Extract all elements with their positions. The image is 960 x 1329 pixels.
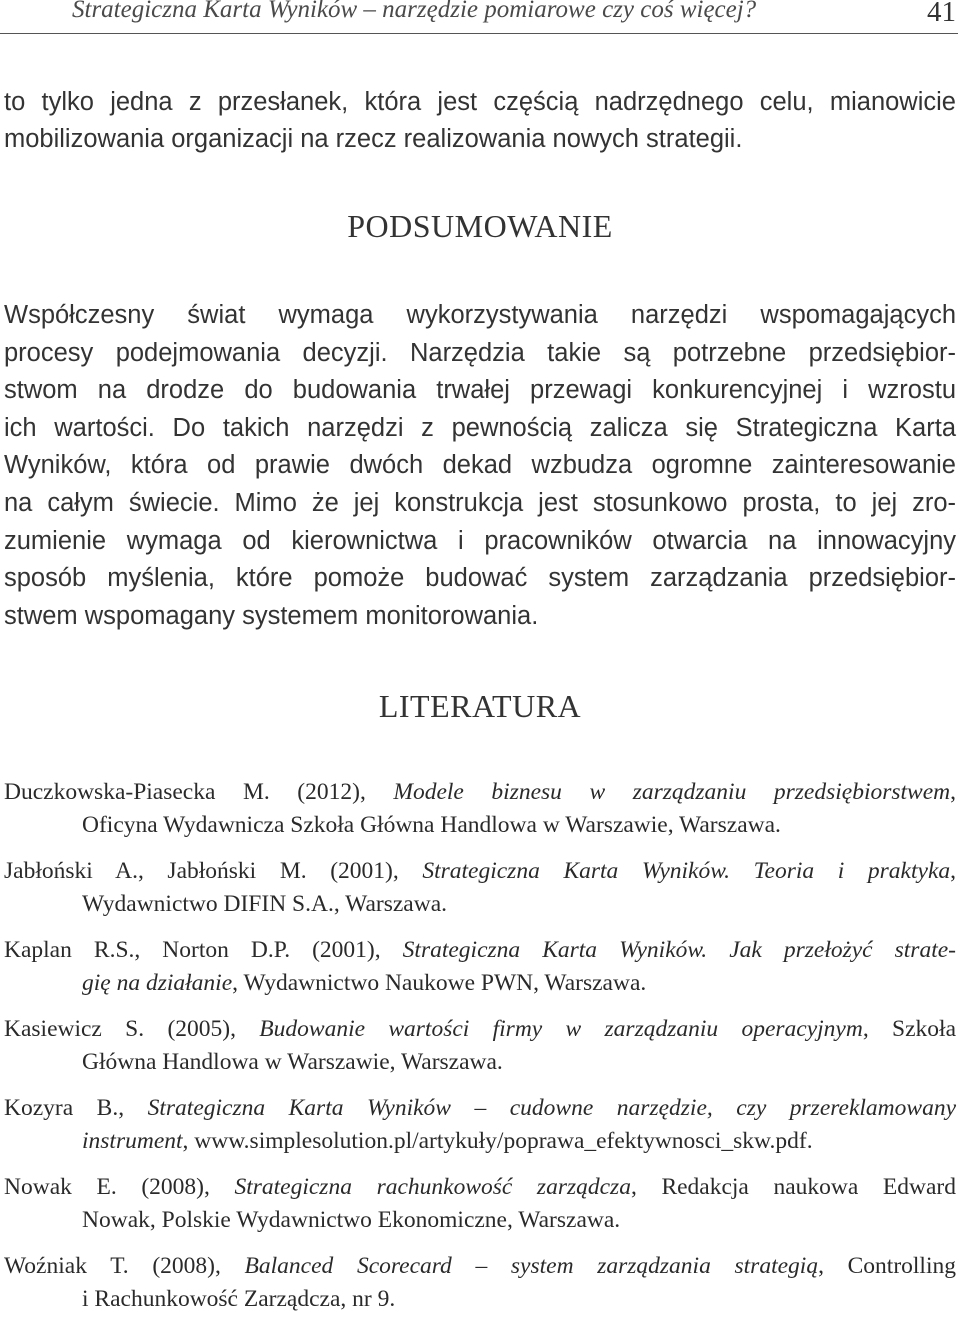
reference-line: gię na działanie, Wydawnictwo Naukowe PWN, Warszawa. bbox=[82, 969, 647, 996]
reference-item bbox=[4, 1013, 956, 1078]
intro-line: to tylko jedna z przesłanek, która jest częścią nadrzędnego celu, mianowicie bbox=[4, 88, 956, 116]
summary-line: Współczesny świat wymaga wykorzystywania narzędzi wspomagających bbox=[4, 301, 956, 329]
intro-paragraph bbox=[4, 84, 956, 158]
reference-line: Jabłoński A., Jabłoński M. (2001), Strategiczna Karta Wyników. Teoria i praktyka, bbox=[4, 858, 956, 884]
summary-line: procesy podejmowania decyzji. Narzędzia takie są potrzebne przedsiębior- bbox=[4, 338, 956, 367]
reference-line: Woźniak T. (2008), Balanced Scorecard – system zarządzania strategią, Controlling bbox=[4, 1253, 956, 1279]
reference-line: Duczkowska-Piasecka M. (2012), Modele biznesu w zarządzaniu przedsiębiorstwem, bbox=[4, 779, 956, 805]
summary-heading: PODSUMOWANIE bbox=[347, 208, 613, 244]
reference-line: instrument, www.simplesolution.pl/artykuły/poprawa_efektywnosci_skw.pdf. bbox=[82, 1127, 813, 1154]
reference-item bbox=[4, 934, 956, 999]
summary-line: Wyników, która od prawie dwóch dekad wzbudza ogromne zainteresowanie bbox=[4, 451, 956, 480]
intro-line: mobilizowania organizacji na rzecz realizowania nowych strategii. bbox=[4, 125, 743, 153]
summary-line: stwom na drodze do budowania trwałej przewagi konkurencyjnej i wzrostu bbox=[4, 376, 956, 405]
reference-line: Oficyna Wydawnicza Szkoła Główna Handlowa w Warszawie, Warszawa. bbox=[82, 811, 781, 838]
reference-item bbox=[4, 855, 956, 920]
summary-line: ich wartości. Do takich narzędzi z pewnością zalicza się Strategiczna Karta bbox=[4, 413, 956, 442]
reference-item bbox=[4, 776, 956, 841]
literature-heading: LITERATURA bbox=[378, 688, 582, 724]
reference-line: Nowak, Polskie Wydawnictwo Ekonomiczne, Warszawa. bbox=[82, 1206, 621, 1233]
reference-item bbox=[4, 1171, 956, 1236]
reference-item bbox=[4, 1250, 956, 1315]
reference-line: i Rachunkowość Zarządcza, nr 9. bbox=[82, 1285, 396, 1312]
reference-list bbox=[4, 776, 956, 1329]
reference-line: Kasiewicz S. (2005), Budowanie wartości firmy w zarządzaniu operacyjnym, Szkoła bbox=[4, 1016, 956, 1042]
reference-line: Nowak E. (2008), Strategiczna rachunkowość zarządcza, Redakcja naukowa Edward bbox=[4, 1174, 956, 1200]
summary-line: sposób myślenia, które pomoże budować system zarządzania przedsiębior- bbox=[4, 564, 956, 593]
running-header bbox=[0, 0, 958, 34]
summary-line: zumienie wymaga od kierownictwa i pracowników otwarcia na innowacyjny bbox=[4, 526, 956, 555]
reference-line: Główna Handlowa w Warszawie, Warszawa. bbox=[82, 1048, 503, 1075]
reference-item bbox=[4, 1092, 956, 1157]
page-number: 41 bbox=[927, 0, 956, 28]
reference-line: Kaplan R.S., Norton D.P. (2001), Strategiczna Karta Wyników. Jak przełożyć strate- bbox=[4, 937, 956, 963]
summary-line: na całym świecie. Mimo że jej konstrukcja jest stosunkowo prosta, to jej zro- bbox=[4, 488, 956, 517]
summary-paragraph bbox=[4, 297, 956, 635]
reference-line: Kozyra B., Strategiczna Karta Wyników – cudowne narzędzie, czy przereklamowany bbox=[4, 1095, 956, 1121]
reference-line: Wydawnictwo DIFIN S.A., Warszawa. bbox=[82, 890, 447, 917]
summary-line: stwem wspomagany systemem monitorowania. bbox=[4, 601, 539, 630]
running-title: Strategiczna Karta Wyników – narzędzie pomiarowe czy coś więcej? bbox=[72, 0, 757, 23]
